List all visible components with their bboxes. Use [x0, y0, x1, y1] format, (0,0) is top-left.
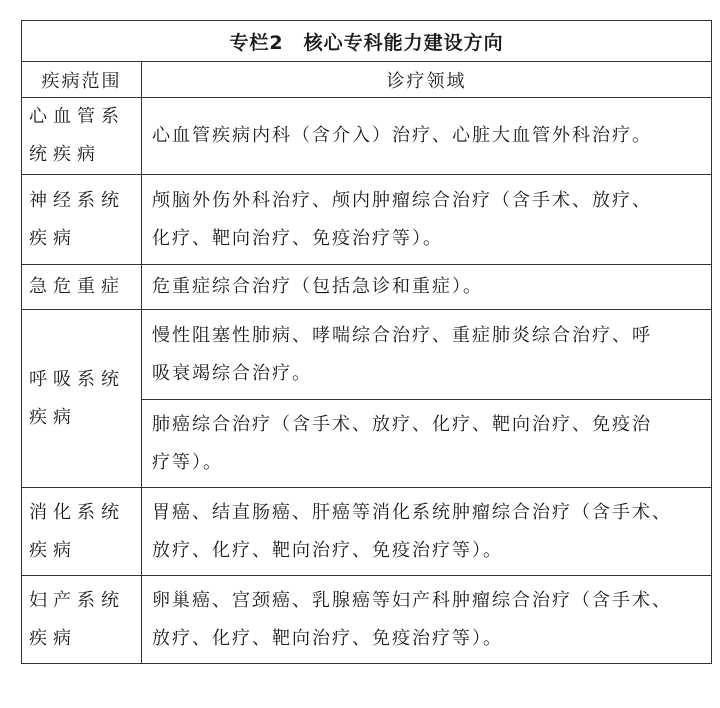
field-cell: 心血管疾病内科（含介入）治疗、心脏大血管外科治疗。	[142, 98, 712, 175]
field-cell: 颅脑外伤外科治疗、颅内肿瘤综合治疗（含手术、放疗、 化疗、靶向治疗、免疫治疗等）。	[142, 175, 712, 265]
category-cell: 呼吸系统 疾病	[22, 310, 142, 488]
table-title: 专栏2 核心专科能力建设方向	[22, 21, 712, 62]
header-row	[22, 62, 712, 98]
category-cell: 妇产系统 疾病	[22, 576, 142, 664]
table-row-gynecology	[22, 576, 712, 664]
field-cell: 慢性阻塞性肺病、哮喘综合治疗、重症肺炎综合治疗、呼 吸衰竭综合治疗。	[142, 310, 712, 400]
category-cell: 急危重症	[22, 265, 142, 310]
table-row-respiratory-a	[22, 310, 712, 400]
table-row-critical	[22, 265, 712, 310]
core-specialty-table	[21, 20, 712, 664]
table-row-cardiovascular	[22, 98, 712, 175]
field-cell: 卵巢癌、宫颈癌、乳腺癌等妇产科肿瘤综合治疗（含手术、 放疗、化疗、靶向治疗、免疫治疗等）。	[142, 576, 712, 664]
category-cell: 消化系统 疾病	[22, 488, 142, 576]
field-cell: 肺癌综合治疗（含手术、放疗、化疗、靶向治疗、免疫治 疗等）。	[142, 400, 712, 488]
field-cell: 危重症综合治疗（包括急诊和重症）。	[142, 265, 712, 310]
header-category: 疾病范围	[22, 62, 142, 98]
field-cell: 胃癌、结直肠癌、肝癌等消化系统肿瘤综合治疗（含手术、 放疗、化疗、靶向治疗、免疫治疗等）。	[142, 488, 712, 576]
category-cell: 神经系统 疾病	[22, 175, 142, 265]
header-field: 诊疗领域	[142, 62, 712, 98]
category-cell: 心血管系 统疾病	[22, 98, 142, 175]
table-row-neuro	[22, 175, 712, 265]
title-row	[22, 21, 712, 62]
table-row-digestive	[22, 488, 712, 576]
